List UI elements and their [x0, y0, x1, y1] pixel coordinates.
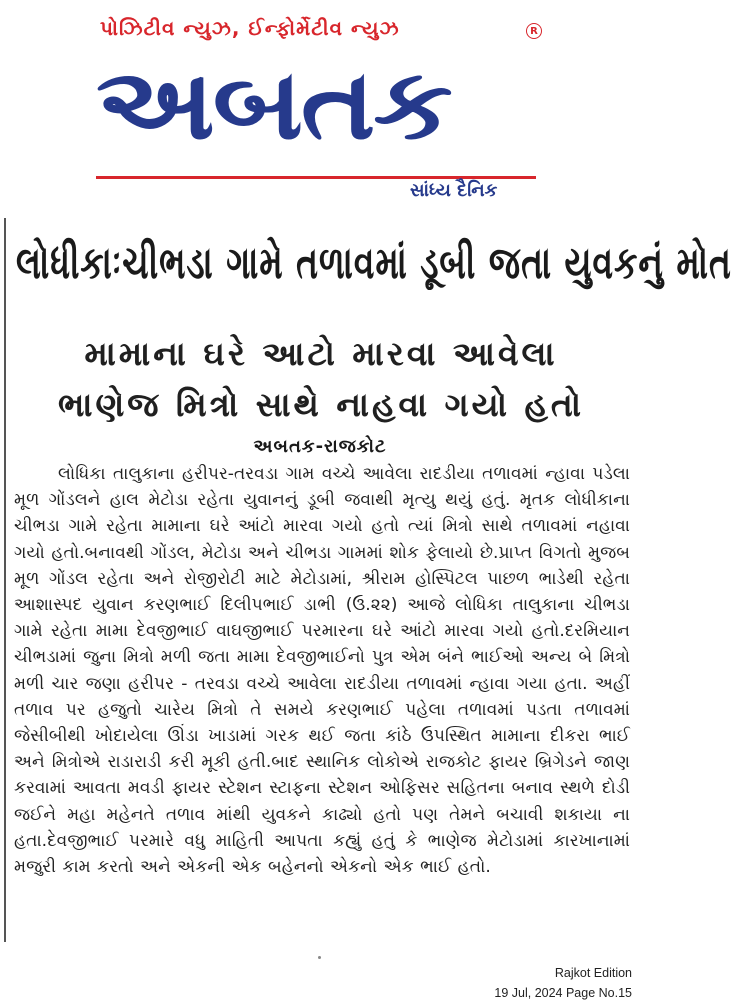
newspaper-logo: અબતક: [96, 48, 451, 162]
masthead-tagline: પોઝિટીવ ન્યુઝ, ઈન્ફોર્મેટીવ ન્યુઝ: [100, 16, 400, 40]
footer-date-page: 19 Jul, 2024 Page No.15: [494, 986, 632, 1000]
registered-mark-icon: R: [526, 23, 542, 39]
article-body: લોધિકા તાલુકાના હરીપર-તરવડા ગામ વચ્ચે આવેલા રાદડીયા તળાવમાં ન્હાવા પડેલા મૂળ ગોંડલને હાલ મેટોડા રહેતા યુવાનનું ડૂબી જવાથી મૃત્યુ થયું હતું. મૃતક લોધીકાના ચીભડા ગામે રહેતા મામાના ઘરે આંટો મારવા ગયો હતો ત્યાં મિત્રો સાથે તળાવમાં નહાવા ગયો હતો.બનાવથી ગોંડલ, મેટોડા અને ચીભડા ગામમાં શોક ફેલાયો છે.પ્રાપ્ત વિગતો મુજબ મૂળ ગોંડલ રહેતા અને રોજીરોટી માટે મેટોડામાં, શ્રીરામ હોસ્પિટલ પાછળ ભાડેથી રહેતા આશાસ્પદ યુવાન કરણભાઈ દિલીપભાઈ ડાભી (ઉ.૨૨) આજે લોધિકા તાલુકાના ચીભડા ગામે રહેતા મામા દેવજીભાઈ વાઘજીભાઈ પરમારના ઘરે આંટો મારવા ગયો હતો.દરમિયાન ચીભડામાં જુના મિત્રો મળી જતા મામા દેવજીભાઈનો પુત્ર એમ બંને ભાઈઓ અન્ય બે મિત્રો મળી ચાર જણા હરીપર - તરવડા વચ્ચે આવેલા રાદડીયા તળાવમાં ન્હાવા ગયા હતા. અહીં તળાવ પર હજુતો ચારેય મિત્રો તે સમયે કરણભાઈ પહેલા તળાવમાં પડતા તળાવમાં જેસીબીથી ખોદાયેલા ઊંડા ખાડામાં ગરક થઈ જતા કાંઠે ઉપસ્થિત મામાના દીકરા ભાઈ અને મિત્રોએ રાડારાડી કરી મૂકી હતી.બાદ સ્થાનિક લોકોએ રાજકોટ ફાયર બ્રિગેડને જાણ કરવામાં આવતા મવડી ફાયર સ્ટેશન સ્ટાફના સ્ટેશન ઓફિસર સહિતના બનાવ સ્થળે દોડી જઈને મહા મહેનતે તળાવ માંથી યુવકને કાઢ્યો હતો પણ તેમને બચાવી શકાયા ના હતા.દેવજીભાઈ પરમારે વધુ માહિતી આપતા કહ્યું હતું કે ભાણેજ મેટોડામાં કારખાનામાં મજુરી કામ કરતો અને એકની એક બહેનનો એકનો એક ભાઈ હતો.: [14, 464, 630, 878]
separator-dot: [318, 956, 321, 959]
footer-edition: Rajkot Edition: [554, 966, 632, 980]
article-border: [4, 218, 6, 942]
article-headline: લોધીકાઃચીભડા ગામે તળાવમાં ડૂબી જતા યુવકનું મોત: [16, 236, 732, 289]
article-subheadline-line-2: ભાણેજ મિત્રો સાથે નાહવા ગયો હતો: [57, 385, 585, 424]
masthead: [0, 0, 642, 215]
masthead-divider: [96, 176, 536, 179]
article-subheadline-line-1: મામાના ઘરે આટો મારવા આવેલા: [84, 334, 558, 373]
article-dateline: અબતક-રાજકોટ: [253, 436, 387, 457]
edition-name: સાંધ્ય દૈનિક: [410, 180, 498, 201]
